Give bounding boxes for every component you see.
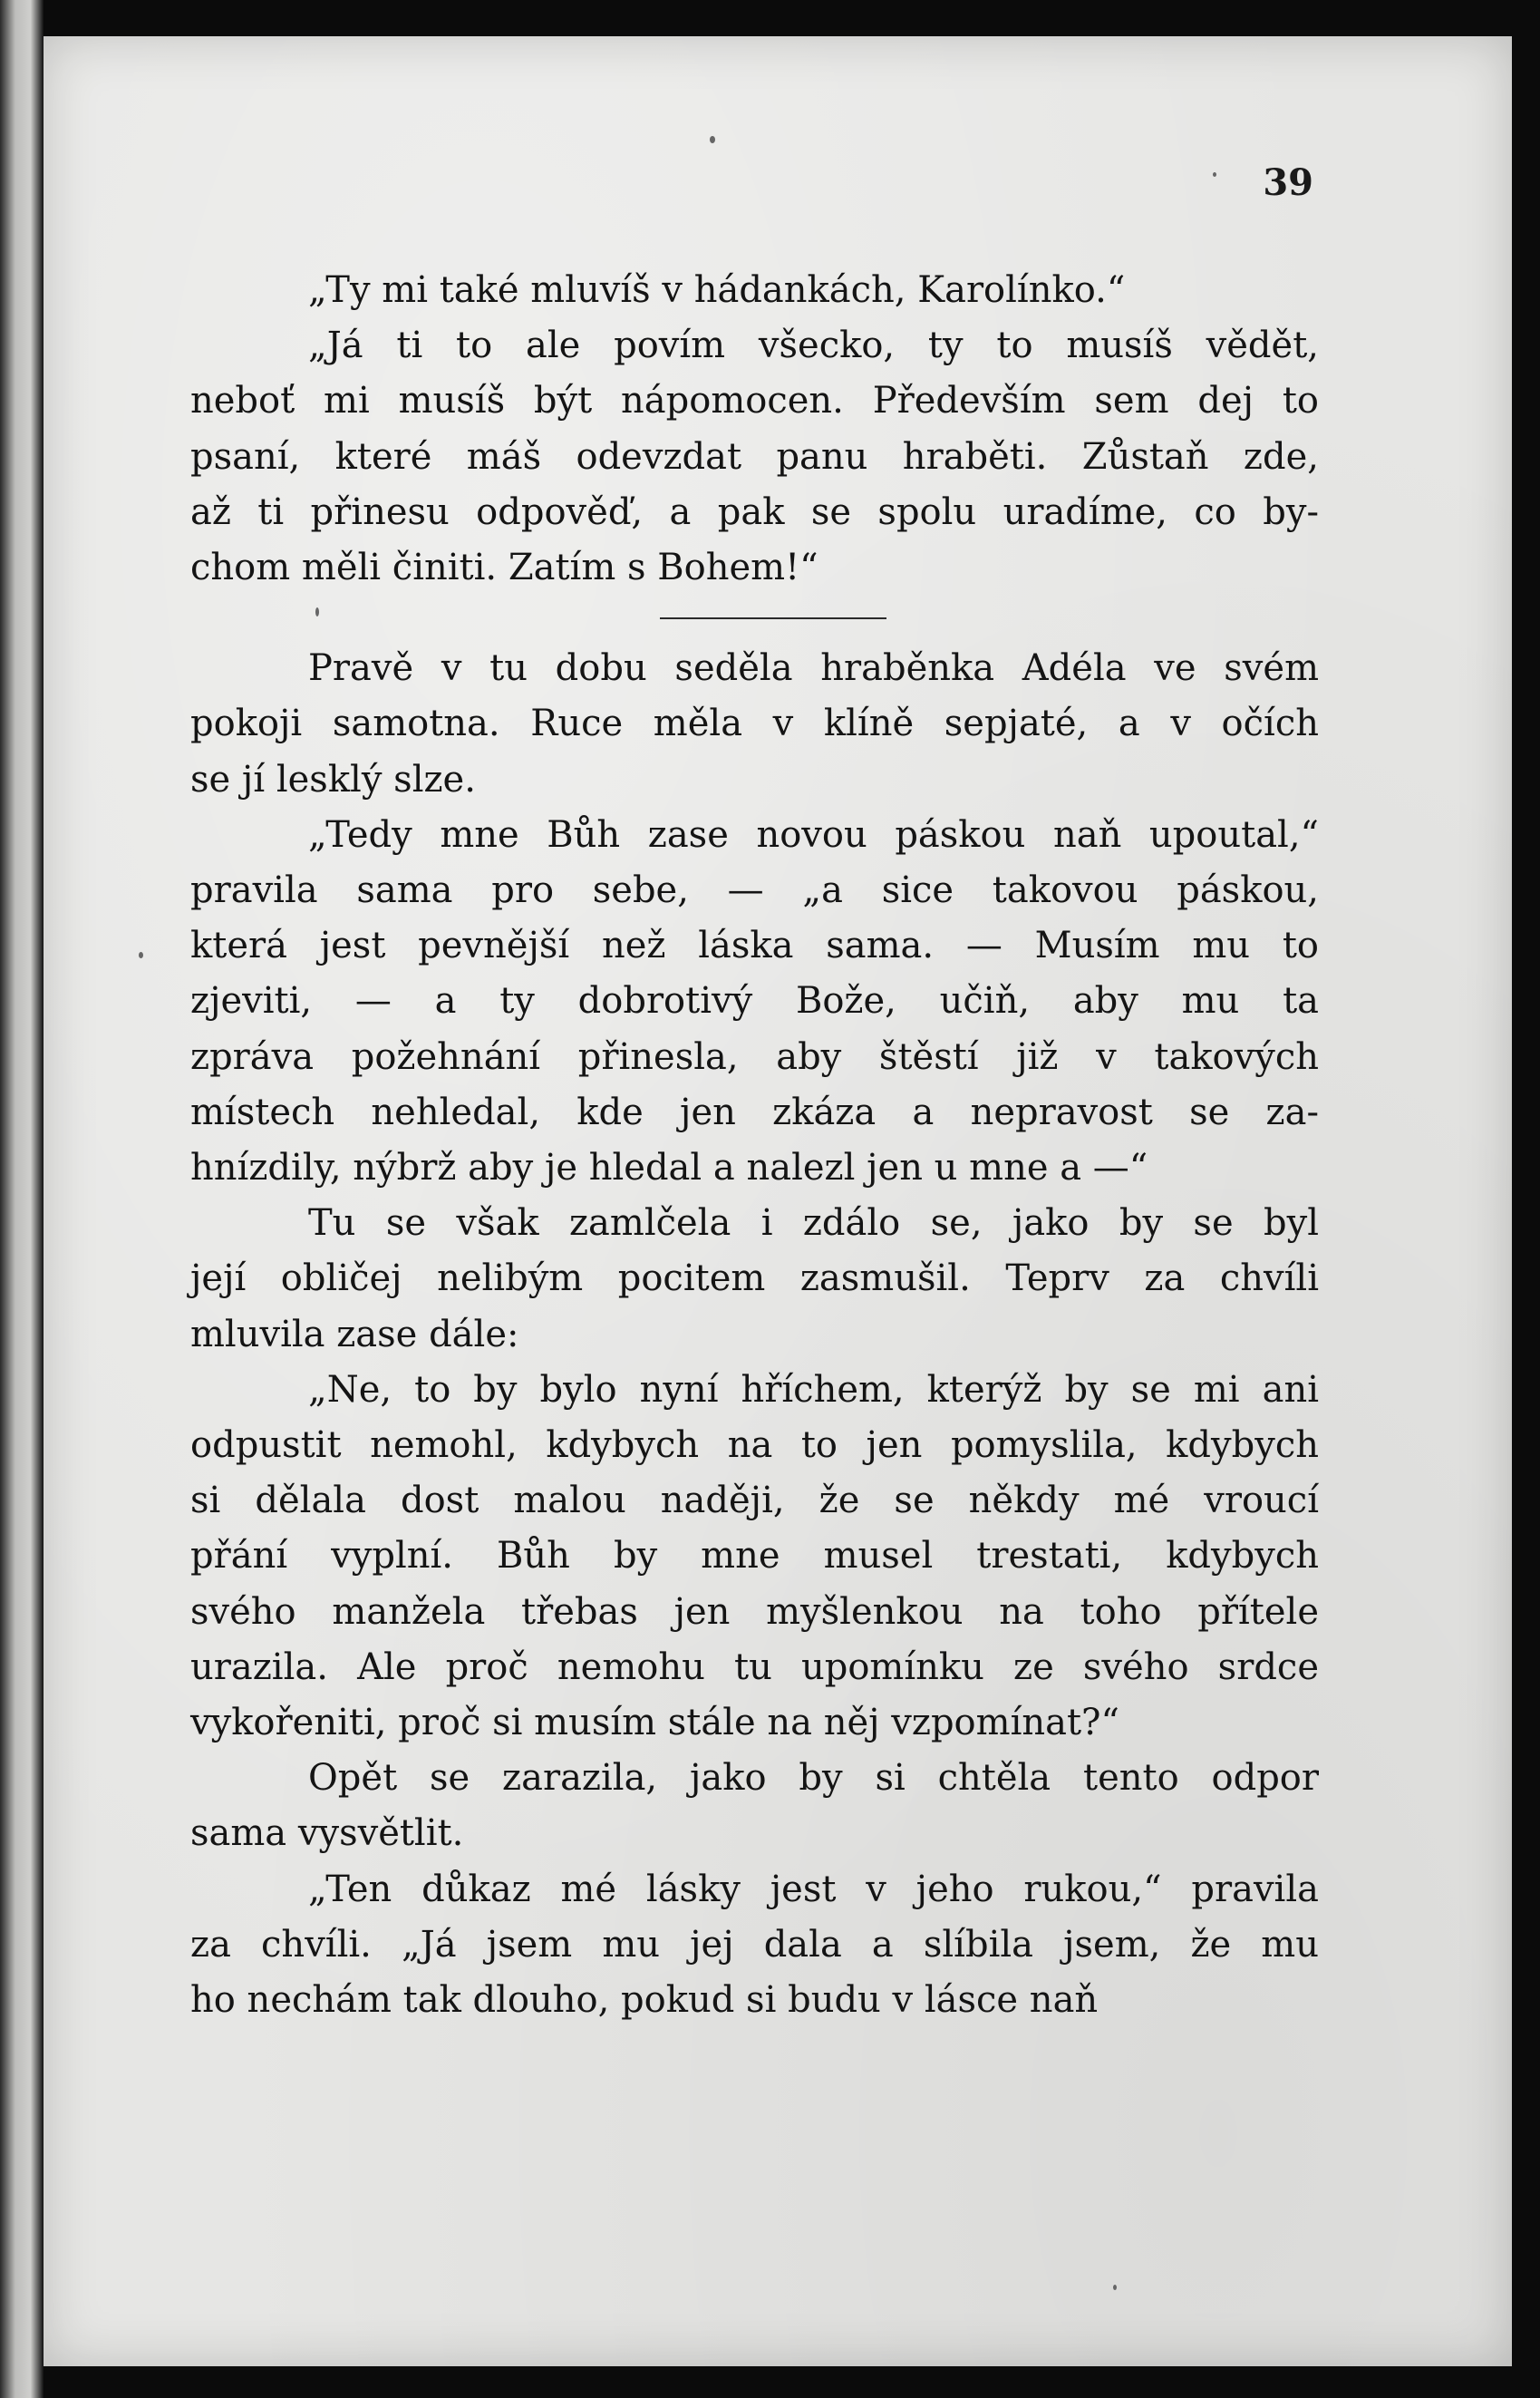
text-line: její obličej nelibým pocitem zasmušil. Teprv za chvíli	[190, 1257, 1319, 1300]
text-line: neboť mi musíš být nápomocen. Především sem dej to	[190, 380, 1319, 422]
text-line: pravila sama pro sebe, — „a sice takovou páskou,	[190, 869, 1319, 912]
text-line: pokoji samotna. Ruce měla v klíně sepjaté, a v očích	[190, 703, 1319, 745]
text-line: „Ty mi také mluvíš v hádankách, Karolínko.“	[308, 269, 1126, 311]
text-line: „Ne, to by bylo nyní hříchem, kterýž by se mi ani	[308, 1368, 1319, 1411]
text-line: místech nehledal, kde jen zkáza a nepravost se za-	[190, 1091, 1319, 1133]
text-line: přání vyplní. Bůh by mne musel trestati, kdybych	[190, 1535, 1319, 1578]
text-line: za chvíli. „Já jsem mu jej dala a slíbila jsem, že mu	[190, 1923, 1319, 1966]
text-line: vykořeniti, proč si musím stále na něj vzpomínat?“	[190, 1702, 1119, 1744]
paragraph	[190, 808, 1319, 1196]
text-line: se jí lesklý slze.	[190, 758, 476, 801]
text-line: urazila. Ale proč nemohu tu upomínku ze svého srdce	[190, 1646, 1319, 1688]
text-line: Opět se zarazila, jako by si chtěla tento odpor	[308, 1757, 1319, 1800]
text-line: Tu se však zamlčela i zdálo se, jako by se byl	[308, 1202, 1319, 1245]
paragraph	[190, 1363, 1319, 1751]
text-line: zpráva požehnání přinesla, aby štěstí již v takových	[190, 1035, 1319, 1078]
text-line: chom měli činiti. Zatím s Bohem!“	[190, 547, 818, 589]
text-line: ho nechám tak dlouho, pokud si budu v lásce naň	[190, 1979, 1099, 2022]
text-line: zjeviti, — a ty dobrotivý Bože, učiň, aby mu ta	[190, 980, 1319, 1023]
text-line: „Ten důkaz mé lásky jest v jeho rukou,“ pravila	[308, 1868, 1319, 1910]
text-line: „Já ti to ale povím všecko, ty to musíš vědět,	[308, 325, 1319, 367]
text-line: svého manžela třebas jen myšlenkou na toho přítele	[190, 1590, 1319, 1633]
paragraph	[190, 1196, 1319, 1363]
page-binding-edge	[0, 0, 44, 2398]
text-line: mluvila zase dále:	[190, 1313, 519, 1355]
paper-speck	[710, 136, 715, 143]
body-text	[190, 263, 1319, 2028]
paper-speck	[1213, 172, 1216, 177]
text-line: odpustit nemohl, kdybych na to jen pomyslila, kdybych	[190, 1424, 1319, 1467]
paragraph	[190, 318, 1319, 596]
text-line: „Tedy mne Bůh zase novou páskou naň upoutal,“	[308, 813, 1319, 856]
page-number: 39	[1263, 161, 1313, 204]
text-line: až ti přinesu odpověď, a pak se spolu uradíme, co by-	[190, 490, 1319, 533]
text-line: psaní, které máš odevzdat panu hraběti. Zůstaň zde,	[190, 435, 1319, 478]
text-line: Pravě v tu dobu seděla hraběnka Adéla ve svém	[308, 647, 1319, 690]
paragraph	[190, 641, 1319, 808]
paper-speck	[1113, 2285, 1117, 2290]
text-section-after-divider	[190, 641, 1319, 2028]
paragraph	[190, 1751, 1319, 1861]
text-line: sama vysvětlit.	[190, 1812, 464, 1855]
text-line: která jest pevnější než láska sama. — Musím mu to	[190, 925, 1319, 967]
text-line: hnízdily, nýbrž aby je hledal a nalezl jen u mne a —“	[190, 1147, 1148, 1189]
text-section-before-divider	[190, 263, 1319, 596]
paragraph	[190, 1862, 1319, 2029]
text-line: si dělala dost malou naději, že se někdy mé vroucí	[190, 1480, 1319, 1522]
section-divider	[660, 617, 886, 619]
paper-speck	[139, 952, 143, 958]
paragraph	[190, 263, 1319, 318]
